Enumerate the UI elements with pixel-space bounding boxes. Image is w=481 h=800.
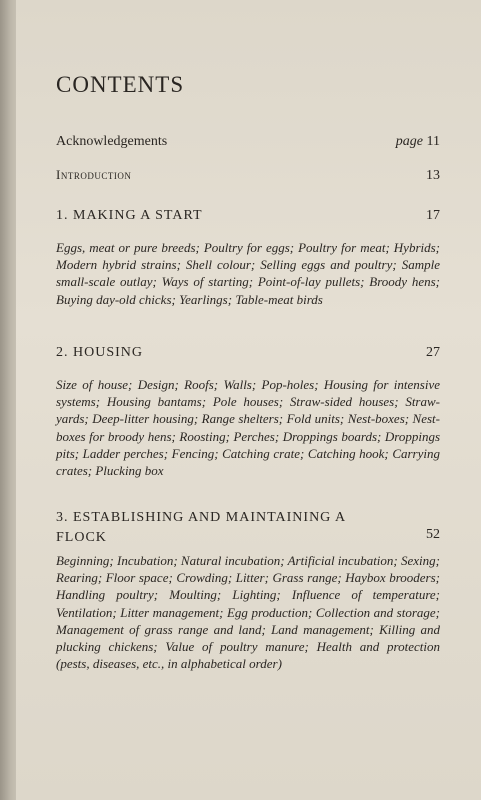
chapter-heading [56, 206, 203, 226]
chapter-heading [56, 508, 376, 548]
chapter-heading [56, 343, 143, 363]
book-page [16, 0, 481, 800]
chapter-entry [56, 508, 440, 672]
chapter-number: 2. [56, 345, 69, 360]
chapter-entry [56, 206, 440, 308]
chapter-title: HOUSING [73, 345, 143, 360]
toc-page-number: page 11 [395, 134, 440, 149]
page-title: CONTENTS [56, 72, 185, 97]
toc-entry-label: Acknowledgements [56, 134, 168, 149]
chapter-page-number: 27 [426, 345, 440, 360]
chapter-topics: Beginning; Incubation; Natural incubation; Artificial incubation; Sexing; Rearing; Floor space; Crowding; Litter; Grass range; Haybox brooders; Handling poultry; Moulting; Lighting; Influence of temperature; Ventilation; Litter management; Egg production; Collection and storage; Management of grass range and land; Land management; Killing and plucking chickens; Value of poultry manure; Health and protection (pests, diseases, etc., in alphabetical order) [56, 553, 440, 672]
chapter-title: ESTABLISHING AND MAINTAINING A FLOCK [56, 510, 346, 545]
chapter-page-number: 52 [426, 527, 440, 542]
toc-page-number: 13 [426, 168, 440, 183]
chapter-topics: Size of house; Design; Roofs; Walls; Pop-holes; Housing for intensive systems; Housing bantams; Pole houses; Straw-sided houses; Straw-yards; Deep-litter housing; Range shelters; Fold units; Nest-boxes; Nest-boxes for broody hens; Roosting; Perches; Droppings boards; Droppings pits; Ladder perches; Fencing; Catching crate; Catching hook; Carrying crates; Plucking box [56, 377, 440, 479]
chapter-entry [56, 343, 440, 479]
chapter-page-number: 17 [426, 208, 440, 223]
toc-entry-introduction [56, 167, 440, 184]
toc-entry-label: Introduction [56, 167, 132, 182]
chapter-topics: Eggs, meat or pure breeds; Poultry for eggs; Poultry for meat; Hybrids; Modern hybrid strains; Shell colour; Selling eggs and poultry; Sample small-scale outlay; Ways of starting; Point-of-lay pullets; Broody hens; Buying day-old chicks; Yearlings; Table-meat birds [56, 240, 440, 307]
chapter-number: 3. [56, 510, 69, 525]
chapter-number: 1. [56, 208, 69, 223]
chapter-title: MAKING A START [73, 208, 203, 223]
toc-entry-acknowledgements [56, 134, 440, 150]
